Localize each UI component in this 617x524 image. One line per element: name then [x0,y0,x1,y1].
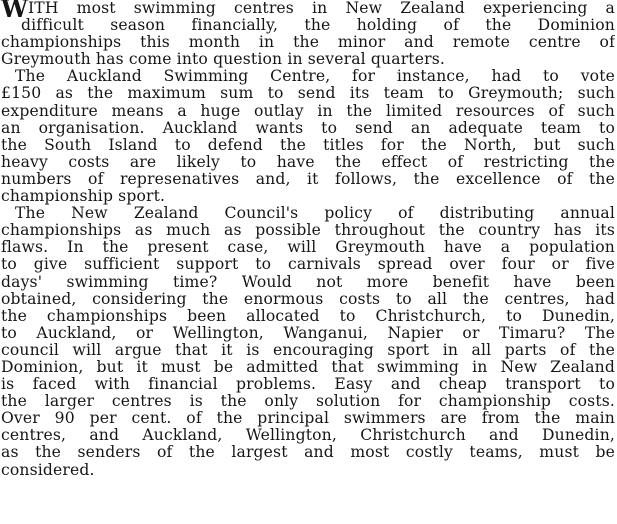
text-line: championship sport. [1,188,166,206]
text-line: ITH most swimming centres in New Zealand experiencing a [27,0,615,17]
first-line [1,0,615,24]
paragraph-2 [1,68,615,205]
text-line: as the senders of the largest and most costly teams, must be [1,444,615,462]
text-line: flaws. In the present case, will Greymouth have a population [1,239,615,257]
text-line: an organisation. Auckland wants to send an adequate team to [1,119,615,137]
text-line: Greymouth has come into question in several quarters. [1,51,445,69]
text-line: £150 as the maximum sum to send its team to Greymouth; such [1,85,615,103]
text-line: Dominion, but it must be admitted that swimming in New Zealand [1,358,615,376]
article-body [1,0,615,479]
text-line: the championships been allocated to Christchurch, to Dunedin, [1,307,615,325]
text-line: Over 90 per cent. of the principal swimmers are from the main [1,410,615,428]
text-line: The Auckland Swimming Centre, for instance, had to vote [15,68,615,86]
text-line: the larger centres is the only solution for championship costs. [1,393,615,411]
text-line: heavy costs are likely to have the effect of restricting the [1,153,615,171]
text-line: days' swimming time? Would not more benefit have been [1,273,615,291]
text-line: centres, and Auckland, Wellington, Christchurch and Dunedin, [1,427,615,445]
text-line: is faced with financial problems. Easy and cheap transport to [1,376,615,394]
text-line: council will argue that it is encouraging sport in all parts of the [1,341,615,359]
text-line: expenditure means a huge outlay in the limited resources of such [1,102,615,120]
text-line: obtained, considering the enormous costs to all the centres, had [1,290,615,308]
text-line: championships this month in the minor and remote centre of [1,34,615,52]
text-line: considered. [1,461,95,479]
text-line: numbers of represenatives and, it follows, the excellence of the [1,170,615,188]
drop-cap: W [1,0,28,24]
text-line: the South Island to defend the titles for the North, but such [1,136,615,154]
text-line: to give sufficient support to carnivals spread over four or five [1,256,615,274]
text-line: championships as much as possible throughout the country has its [1,222,615,240]
text-line: difficult season financially, the holding of the Dominion [21,17,615,35]
paragraph-1 [1,0,615,68]
text-line: to Auckland, or Wellington, Wanganui, Napier or Timaru? The [1,324,615,342]
text-line: The New Zealand Council's policy of distributing annual [15,205,615,223]
paragraph-3 [1,205,615,479]
